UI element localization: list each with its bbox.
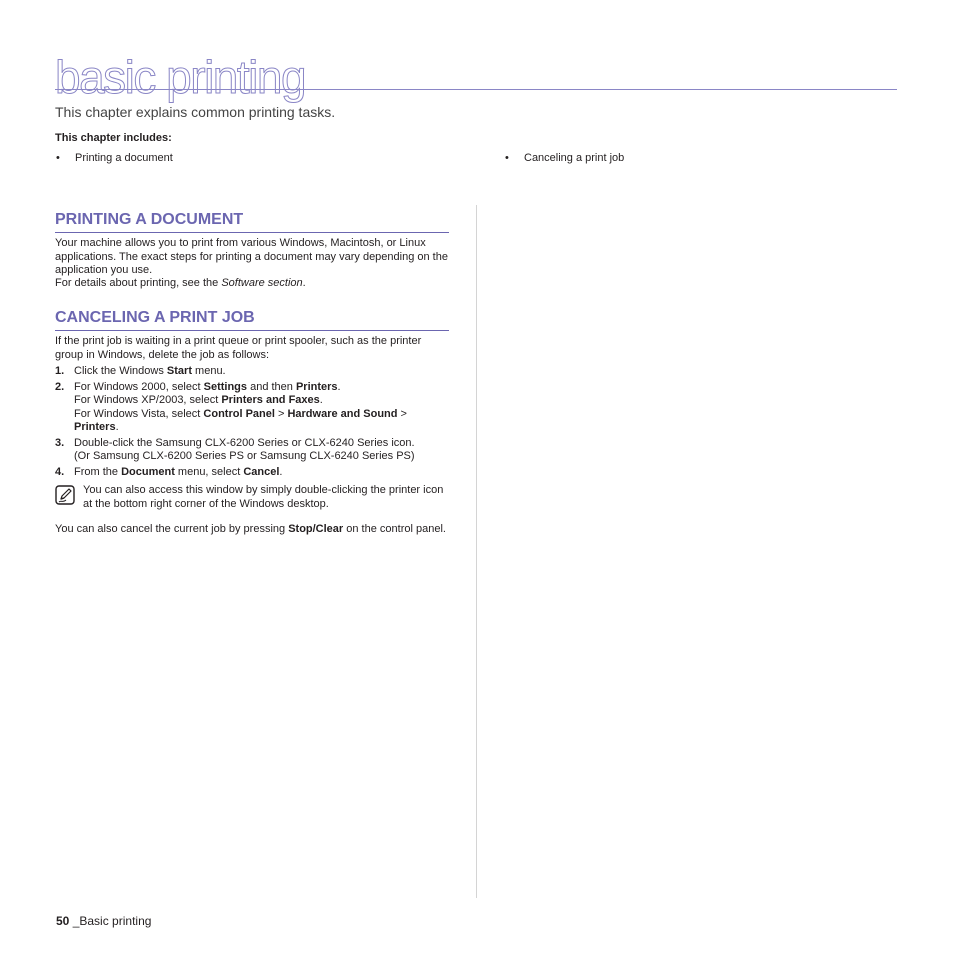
- text: For Windows Vista, select: [74, 407, 204, 420]
- footer-label: _Basic printing: [72, 914, 152, 928]
- bold-term: Printers: [74, 420, 116, 433]
- text: You can also cancel the current job by pressing: [55, 523, 289, 535]
- text: .: [302, 277, 306, 289]
- note-pencil-icon: [55, 485, 75, 505]
- canceling-paragraph: If the print job is waiting in a print queue or print spooler, such as the printer group in Windows, delete the job as follows:: [55, 335, 422, 361]
- text: From the: [74, 466, 122, 479]
- step-4: [55, 466, 449, 479]
- text: .: [319, 394, 323, 407]
- text: menu.: [191, 365, 226, 377]
- bold-term: Printers and Faxes: [221, 394, 320, 407]
- note-box: [55, 484, 449, 511]
- toc-item-canceling[interactable]: [505, 152, 624, 164]
- bold-term: Stop/Clear: [288, 523, 344, 535]
- text: on the control panel.: [343, 523, 446, 535]
- text: >: [274, 407, 288, 420]
- toc-item-printing[interactable]: [56, 152, 173, 164]
- step-3: [55, 437, 449, 463]
- step-1: [55, 365, 449, 378]
- printing-reference-paragraph: [55, 277, 449, 291]
- text: (Or Samsung CLX-6200 Series PS or Samsung CLX-6240 Series PS): [74, 450, 415, 463]
- text: For Windows XP/2003, select: [74, 394, 222, 407]
- toc-item-label: Canceling a print job: [524, 152, 625, 164]
- bullet: •: [505, 152, 509, 164]
- bullet: •: [56, 152, 60, 164]
- text: For details about printing, see the: [55, 277, 222, 289]
- text: Double-click the Samsung CLX-6200 Series or CLX-6240 Series icon.: [74, 437, 415, 450]
- section-heading-canceling: CANCELING A PRINT JOB: [55, 308, 449, 331]
- chapter-intro: This chapter explains common printing tasks.: [55, 104, 336, 120]
- printing-paragraph: Your machine allows you to print from various Windows, Macintosh, or Linux applications. The exact steps for printing a document may vary depending on the application you use.: [55, 237, 448, 276]
- text: .: [279, 466, 283, 479]
- bold-term: Start: [166, 365, 192, 377]
- step-number: 2.: [55, 381, 65, 394]
- title-rule: [55, 89, 897, 90]
- step-2: [55, 381, 449, 434]
- text: .: [337, 381, 341, 394]
- page-footer: [56, 914, 151, 928]
- bold-term: Hardware and Sound: [287, 407, 398, 420]
- toc-item-label: Printing a document: [75, 152, 173, 164]
- column-divider: [476, 205, 477, 898]
- step-number: 1.: [55, 365, 65, 377]
- text: .: [115, 420, 119, 433]
- step-number: 3.: [55, 437, 65, 450]
- bold-term: Control Panel: [203, 407, 275, 420]
- step-list: [55, 365, 449, 483]
- note-text: You can also access this window by simply double-clicking the printer icon at the bottom right corner of the Windows desktop.: [83, 484, 444, 510]
- software-section-link[interactable]: Software section: [221, 277, 303, 289]
- text: Click the Windows: [74, 365, 167, 377]
- page-number: 50: [56, 914, 70, 928]
- text: For Windows 2000, select: [74, 381, 204, 394]
- chapter-title: basic printing: [55, 51, 306, 103]
- stop-clear-paragraph: [55, 523, 449, 537]
- bold-term: Settings: [203, 381, 248, 394]
- includes-label: This chapter includes:: [55, 132, 172, 144]
- text: >: [397, 407, 407, 420]
- step-number: 4.: [55, 466, 65, 479]
- bold-term: Cancel: [243, 466, 280, 479]
- text: menu, select: [174, 466, 244, 479]
- bold-term: Document: [121, 466, 175, 479]
- bold-term: Printers: [295, 381, 338, 394]
- section-heading-printing: PRINTING A DOCUMENT: [55, 210, 449, 233]
- text: and then: [247, 381, 296, 394]
